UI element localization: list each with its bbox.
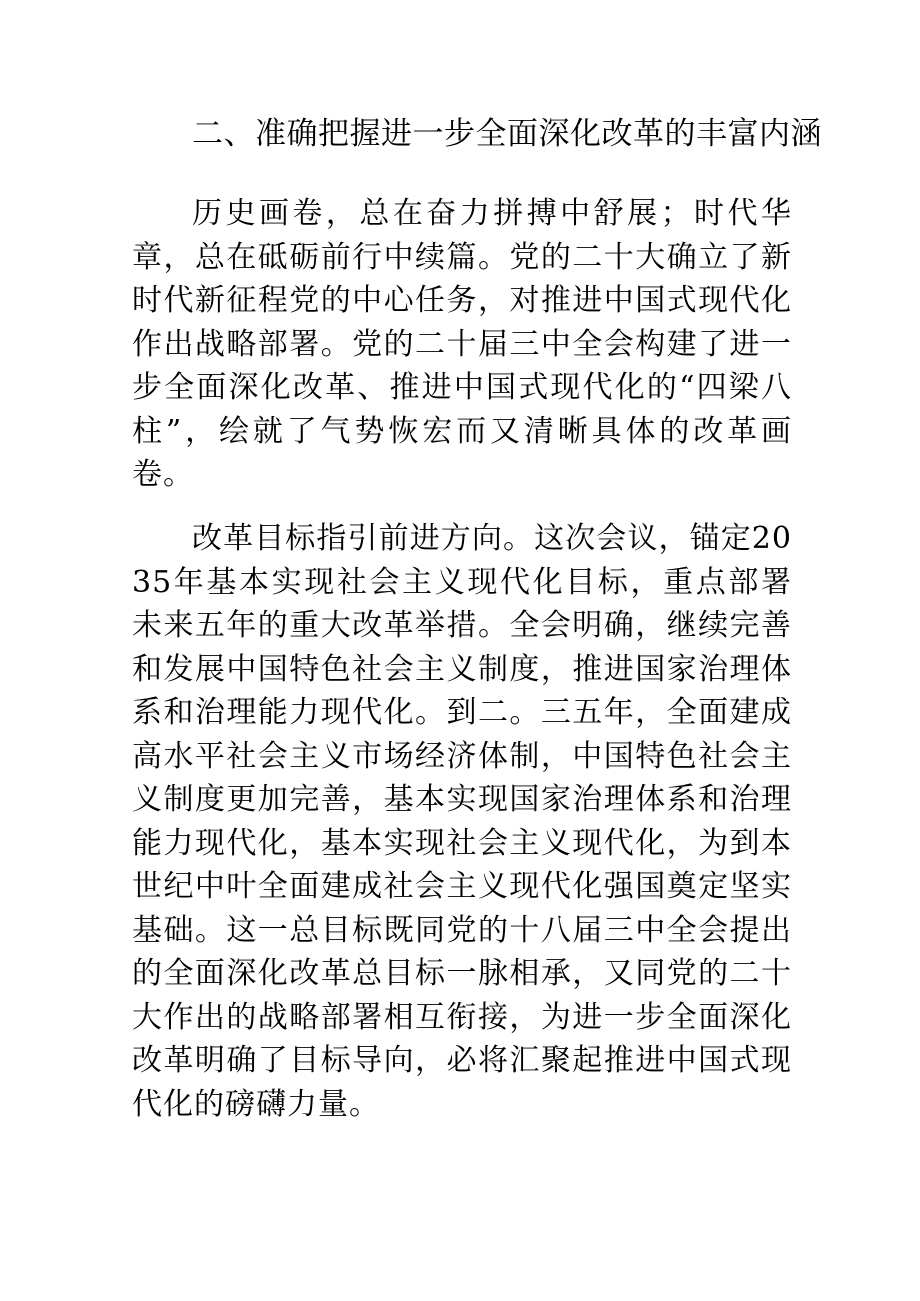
paragraph-history: 历史画卷，总在奋力拼搏中舒展；时代华章，总在砥砺前行中续篇。党的二十大确立了新时代新征程党的中心任务，对推进中国式现代化作出战略部署。党的二十届三中全会构建了进一步全面深化改革、推进中国式现代化的“四梁八柱”，绘就了气势恢宏而又清晰具体的改革画卷。 <box>132 196 792 492</box>
section-heading: 二、准确把握进一步全面深化改革的丰富内涵 <box>192 116 822 152</box>
paragraph-reform-goal: 改革目标指引前进方向。这次会议，锚定2035年基本实现社会主义现代化目标，重点部署未来五年的重大改革举措。全会明确，继续完善和发展中国特色社会主义制度，推进国家治理体系和治理能力现代化。到二。三五年，全面建成高水平社会主义市场经济体制，中国特色社会主义制度更加完善，基本实现国家治理体系和治理能力现代化，基本实现社会主义现代化，为到本世纪中叶全面建成社会主义现代化强国奠定坚实基础。这一总目标既同党的十八届三中全会提出的全面深化改革总目标一脉相承，又同党的二十大作出的战略部署相互衔接，为进一步全面深化改革明确了目标导向，必将汇聚起推进中国式现代化的磅礴力量。 <box>132 521 792 1122</box>
